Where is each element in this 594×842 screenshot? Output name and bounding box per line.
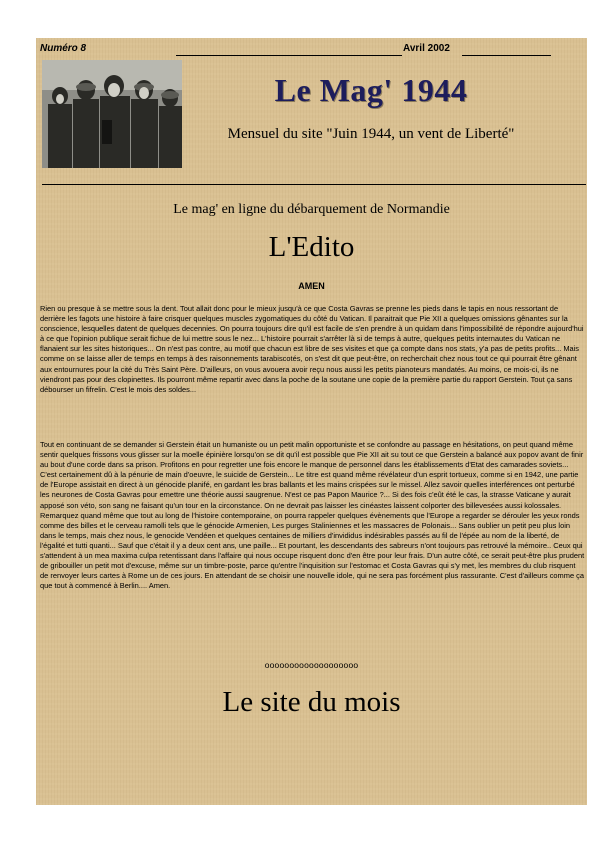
- header-rule-right: [462, 55, 551, 56]
- issue-date: Avril 2002: [403, 43, 450, 54]
- edito-paragraph: Tout en continuant de se demander si Gerstein était un humaniste ou un petit malin opportuniste et se confondre au passage en hésitations, on peut quand même sentir quelques frissons vous glisser sur la moelle épinière lorsqu'on se dit qu'il est possible que Pie XII ait su tout ce que Gerstein a balancé aux popov avant de finir au bout d'une corde dans sa prison. Profitons en pour regretter une fois encore le manque de personnel dans les établissements d'Etat des camarades soviets... C'est certainement dû à la pénurie de main d'oeuvre, le suicide de Gerstein... Le titre est quand même révélateur d'un esprit tortueux, comme si en 1942, une partie de l'Europe assistait en direct à un génocide planifé, en gardant les bras ballants et les mains crispées sur le missel. Allez savoir quelles interférences ont perturbé les neurones de Costa Gavras pour emettre une théorie aussi saugrenue. N'est ce pas Papon Maurice ?... Si des fois c'eût été le cas, la strasse Vaticane y aurait apposé son véto, son sang ne faisant qu'un tour en la circonstance. On ne devrait pas laisser les cinéastes laissent colporter des billevesées aussi kolossales. Remarquez quand même que tout au long de l'histoire contemporaine, on pourra rappeler quelques évènements que l'Europe a regarder se dérouler les yeux ronds comme des billes et le cerveau ramolli tels que le génocide Armenien, Les purges Staliniennes et les massacres de Polonais... Sans oublier un petit peu plus loin dans le temps, mais chez nous, le genocide Vendéen et quelques centaines de milliers d'invididus indésirables passés au fil de l'épée au nom de la liberté, de l'égalité et tutti quanti... Sauf que c'était il y a deux cent ans, une paille... Et pourtant, les descendants des sabreurs n'ont toujours pas retrouvé la mémoire.. Ceux qui s'attendent à un mea maxima culpa retentissant dans l'affaire qui nous occupe risquent donc d'en être pour leur frais. D'un autre côté, ce serait peut-être plus prudent de gribouiller un petit mot d'excuse, même sur un timbre-poste, parce qu'entre l'inquisition sur l'estomac et Costa Gavras qui s'y met, les membres du club risquent de renvoyer leurs cartes à Rome un de ces jours. En attendant de se choisir une nouvelle idole, qui ne sera pas forcément plus rassurante. C'est d'ailleurs comme ça que tout à commencé à Berlin.... Amen.: [40, 440, 585, 591]
- magazine-page: [36, 38, 587, 805]
- masthead-divider: [42, 184, 586, 185]
- soldiers-photo-illustration: [42, 60, 182, 168]
- edito-title: L'Edito: [268, 231, 355, 263]
- site-du-mois-title: Le site du mois: [222, 686, 401, 718]
- edito-heading: AMEN: [298, 281, 325, 291]
- edito-paragraph: Rien ou presque à se mettre sous la dent. Tout allait donc pour le mieux jusqu'à ce que Costa Gavras se prenne les pieds dans le tapis en nous ressortant de derrière les fagots une histoire à faire crisquer quelques muscles zygomatiques du côté du Vatican. Il paraitrait que Pie XII a quelques omissions gênantes sur la conscience, lesquelles datent de quelques decennies. On pourra toujours dire qu'il est facile de s'en prendre à un quidam dans l'impossibilité de répondre aujourd'hui à ce que l'opinion publique serait fichue de lui mettre sous le nez... L'histoire pourrait s'arrêter là si de temps à autre, quelques petits internautes du Vatican ne flanaient sur les sites historiques... On n'est pas contre, au motif que chacun est libre de ses visites et que ça compte dans nos stats, y'a pas de petits profits... Mais comme on se laisse aller de temps en temps à des raisonnements tarabiscotés, on s'est dit que peut-être, on recherchait chez nous tout ce qui pourrait être gênant aux entournures pour la cité du Très Saint Père. D'ailleurs, on vous avouera avoir reçu nous aussi les petits pianoteurs mandatés. Au moins, ce mois-ci, ils ne viendront pas pour des clopinettes. Ils pourront même repartir avec dans la poche de la soutane une copie de la première partie du rapport Gerstein. Tout ça sans débourser un fifrelin. C'est le mois des soldes...: [40, 304, 584, 394]
- issue-number: Numéro 8: [40, 43, 87, 54]
- magazine-title: Le Mag' 1944: [274, 72, 468, 108]
- section-separator: ooooooooooooooooooo: [264, 660, 359, 670]
- tagline: Le mag' en ligne du débarquement de Normandie: [173, 202, 450, 217]
- magazine-subtitle: Mensuel du site "Juin 1944, un vent de Liberté": [227, 126, 515, 142]
- historical-photo: [42, 60, 182, 168]
- header-rule-left: [176, 55, 402, 56]
